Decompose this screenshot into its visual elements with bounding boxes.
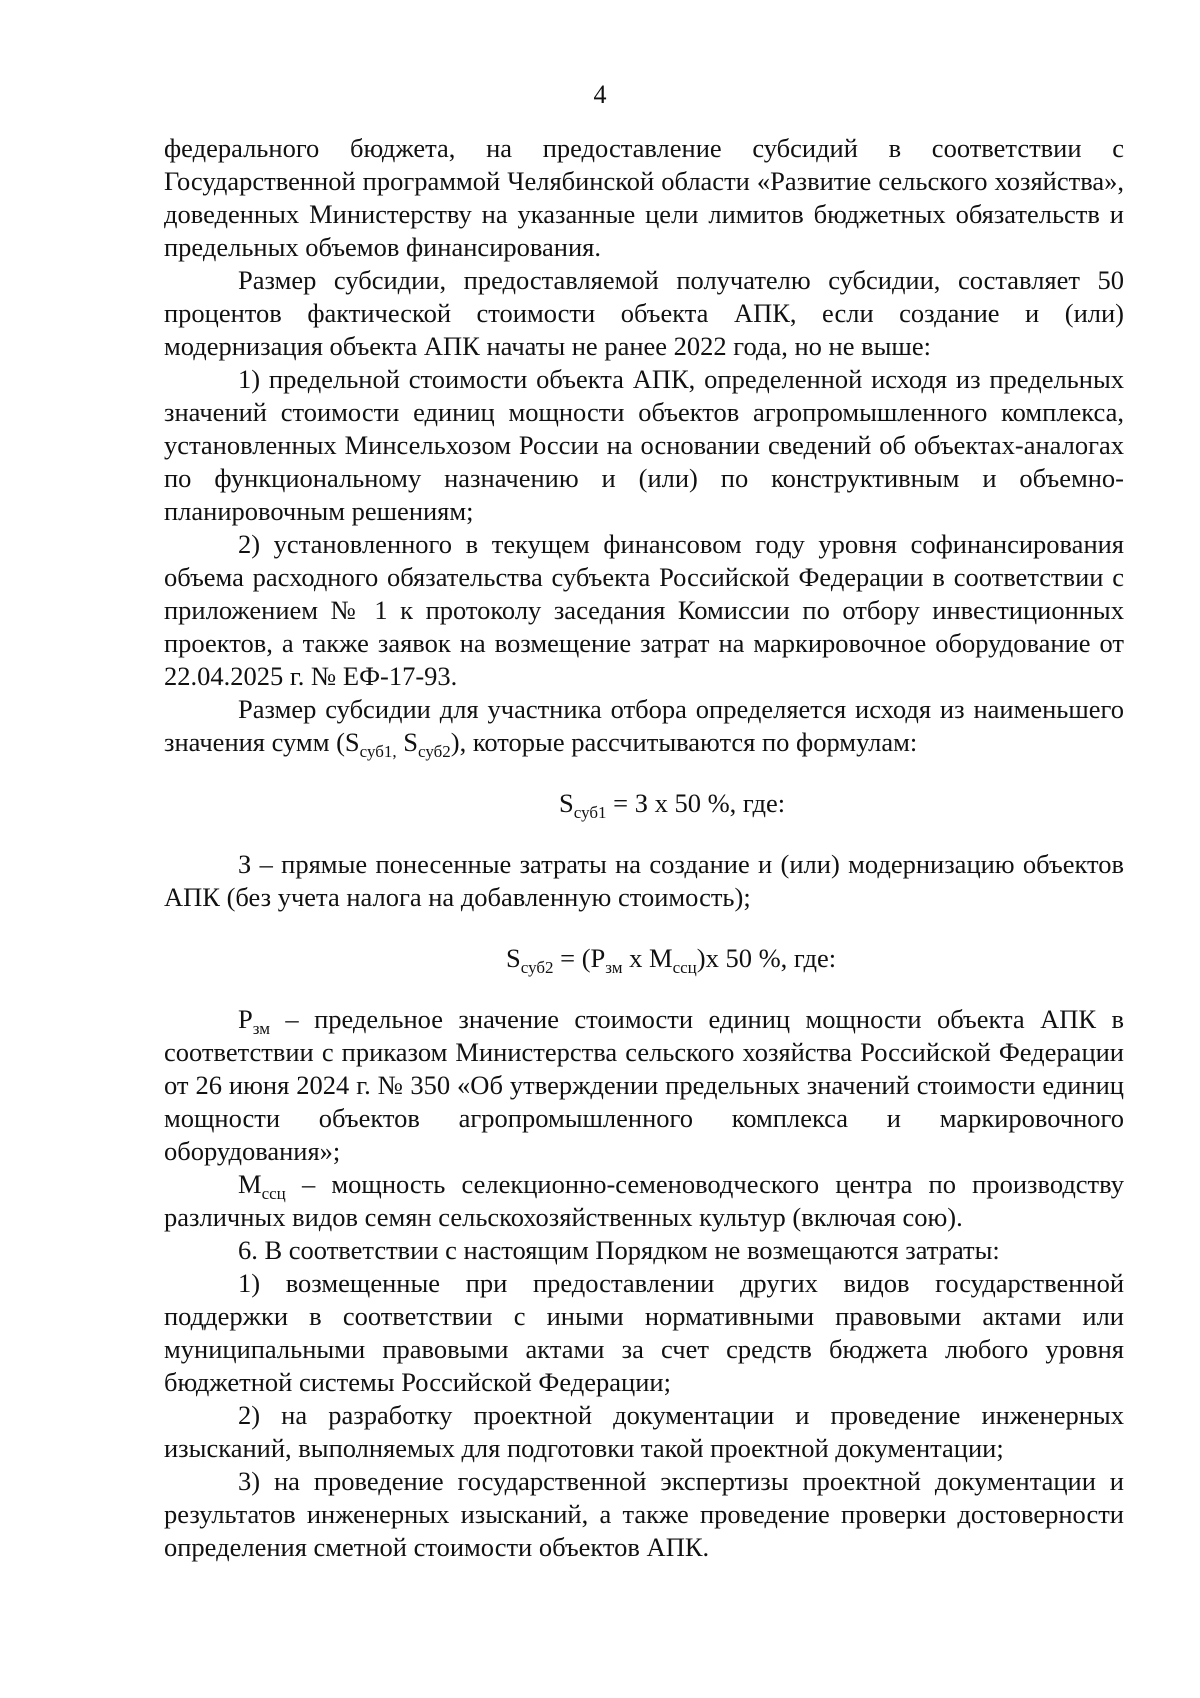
symbol-s: S bbox=[344, 727, 360, 757]
document-body bbox=[164, 132, 1124, 1564]
symbol-m: М bbox=[238, 1169, 262, 1199]
paragraph-exclusion-2: 2) на разработку проектной документации и проведение инженерных изысканий, выполняемых для подготовки такой проектной документации; bbox=[164, 1400, 1124, 1463]
formula-intro-tail: ), которые рассчитываются по формулам: bbox=[450, 727, 918, 757]
paragraph-budget-limits: федерального бюджета, на предоставление субсидий в соответствии с Государственной программой Челябинской области «Развитие сельского хозяйства», доведенных Министерству на указанные цели лимитов бюджетных обязательств и предельных объемов финансирования. bbox=[164, 133, 1124, 262]
formula-part: = (Р bbox=[553, 943, 606, 973]
symbol-s: S bbox=[506, 943, 521, 973]
formula-part: х М bbox=[622, 943, 673, 973]
symbol-p: Р bbox=[238, 1004, 253, 1034]
paragraph-item-2-cofinancing: 2) установленного в текущем финансовом году уровня софинансирования объема расходного обязательства субъекта Российской Федерации в соответствии с приложением № 1 к протоколу заседания Комиссии по отбору инвестиционных проектов, а также заявок на возмещение затрат на маркировочное оборудование от 22.04.2025 г. № ЕФ-17-93. bbox=[164, 529, 1124, 691]
paragraph-formula-intro bbox=[164, 693, 1124, 759]
subscript-ssc: ссц bbox=[261, 1184, 286, 1203]
subscript-sub2: суб2 bbox=[418, 742, 451, 761]
definition-text: – мощность селекционно-семеноводческого центра по производству различных видов семян сельскохозяйственных культур (включая сою). bbox=[164, 1169, 1124, 1232]
paragraph-pzm-definition bbox=[164, 1003, 1124, 1168]
subscript-ssc: ссц bbox=[672, 958, 697, 977]
formula-body: = З х 50 %, где: bbox=[606, 788, 786, 818]
paragraph-z-definition: З – прямые понесенные затраты на создание и (или) модернизацию объектов АПК (без учета налога на добавленную стоимость); bbox=[164, 849, 1124, 912]
subscript-sub1: суб1, bbox=[359, 742, 397, 761]
subscript-zm: зм bbox=[252, 1019, 270, 1038]
formula-intro-text: Размер субсидии для участника отбора определяется исходя из наименьшего значения сумм ( bbox=[164, 694, 1124, 757]
definition-text: – предельное значение стоимости единиц мощности объекта АПК в соответствии с приказом Министерства сельского хозяйства Российской Федерации от 26 июня 2024 г. № 350 «Об утверждении предельных значений стоимости единиц мощности объектов агропромышленного комплекса и маркировочного оборудования»; bbox=[164, 1004, 1124, 1166]
formula-s-sub2 bbox=[164, 942, 1124, 975]
paragraph-exclusion-3: 3) на проведение государственной экспертизы проектной документации и результатов инженерных изысканий, а также проведение проверки достоверности определения сметной стоимости объектов АПК. bbox=[164, 1466, 1124, 1562]
paragraph-exclusion-1: 1) возмещенные при предоставлении других видов государственной поддержки в соответствии с иными нормативными правовыми актами или муниципальными правовыми актами за счет средств бюджета любого уровня бюджетной системы Российской Федерации; bbox=[164, 1268, 1124, 1397]
symbol-s: S bbox=[559, 788, 574, 818]
paragraph-item-1-max-cost: 1) предельной стоимости объекта АПК, определенной исходя из предельных значений стоимости единиц мощности объектов агропромышленного комплекса, установленных Минсельхозом России на основании сведений об объектах-аналогах по функциональному назначению и (или) по конструктивным и объемно-планировочным решениям; bbox=[164, 364, 1124, 526]
formula-s-sub1 bbox=[164, 787, 1124, 820]
formula-body: )х 50 %, где: bbox=[696, 943, 837, 973]
subscript-sub1: суб1 bbox=[573, 803, 607, 822]
subscript-zm: зм bbox=[605, 958, 623, 977]
paragraph-section-6: 6. В соответствии с настоящим Порядком не возмещаются затраты: bbox=[238, 1235, 1000, 1265]
paragraph-mssc-definition bbox=[164, 1168, 1124, 1234]
symbol-s: S bbox=[403, 727, 419, 757]
subscript-sub2: суб2 bbox=[520, 958, 554, 977]
paragraph-subsidy-size: Размер субсидии, предоставляемой получателю субсидии, составляет 50 процентов фактической стоимости объекта АПК, если создание и (или) модернизация объекта АПК начаты не ранее 2022 года, но не выше: bbox=[164, 265, 1124, 361]
page-number: 4 bbox=[593, 80, 607, 109]
